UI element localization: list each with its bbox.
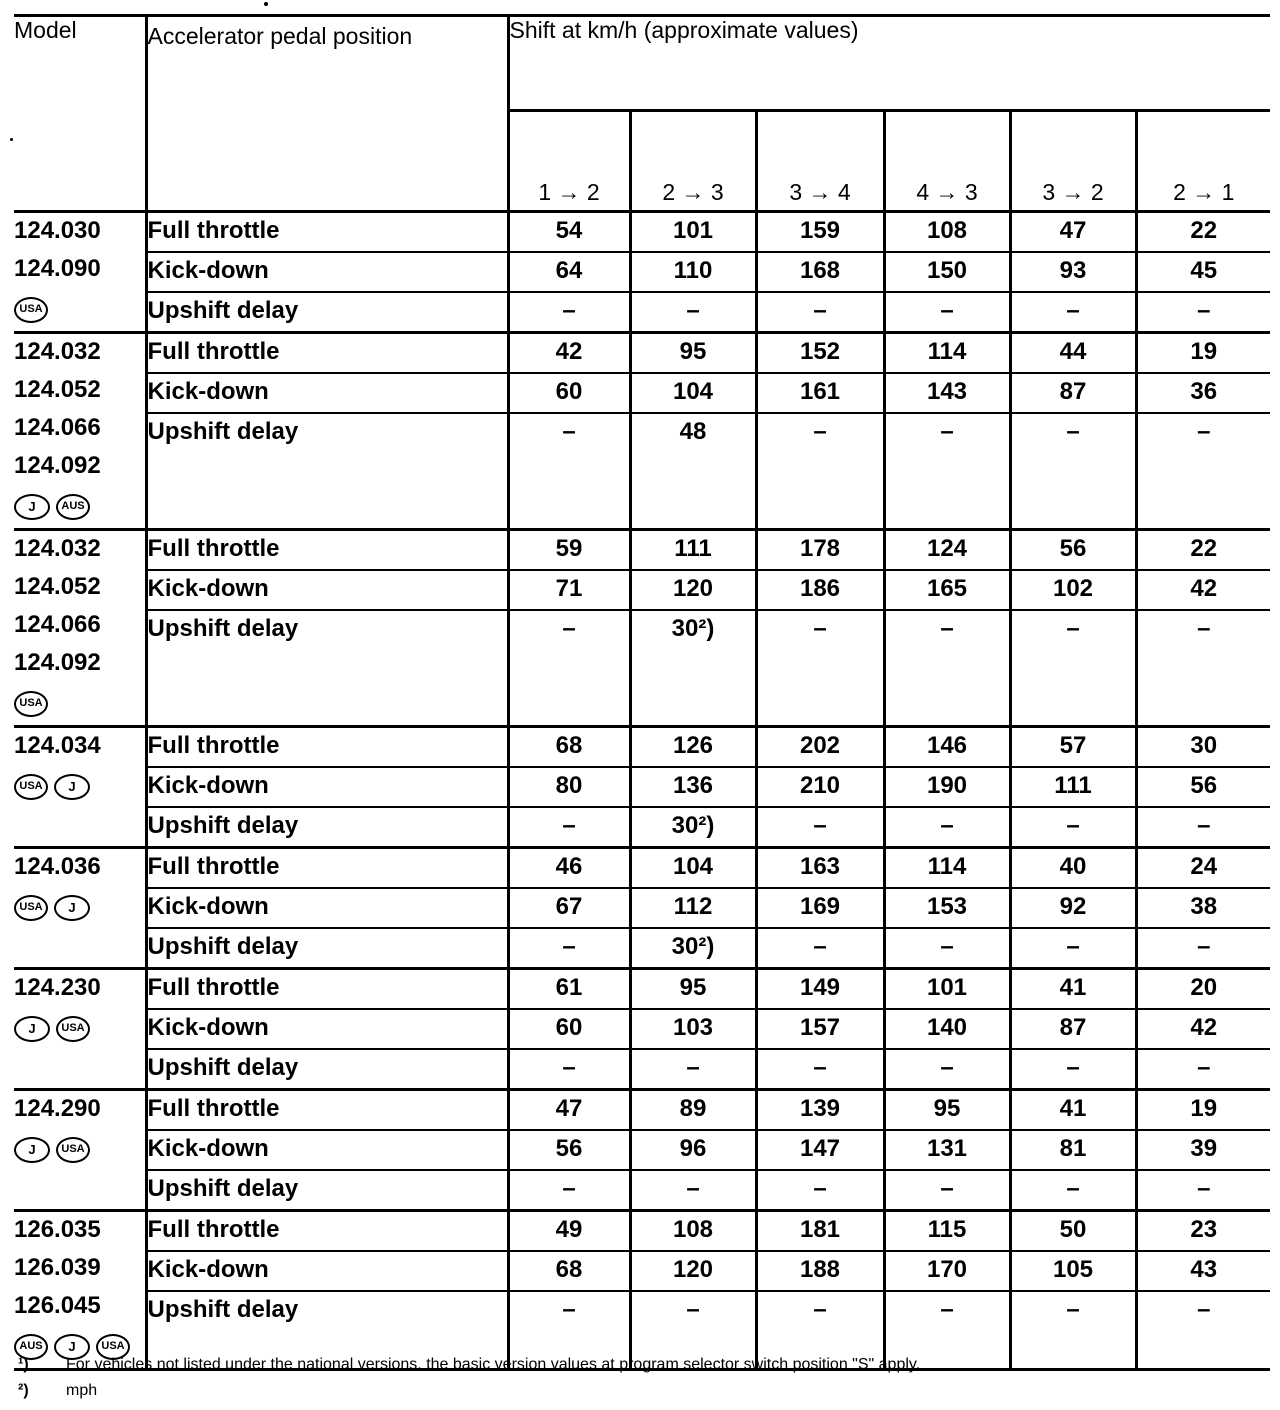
scan-speck bbox=[264, 2, 268, 6]
pedal-position: Upshift delay bbox=[146, 1170, 508, 1211]
country-badge-j: J bbox=[54, 895, 90, 921]
pedal-position: Kick-down bbox=[146, 1251, 508, 1291]
shift-value: 150 bbox=[884, 252, 1010, 292]
shift-value: 41 bbox=[1010, 1090, 1136, 1131]
gear-header: 2 → 1 bbox=[1136, 111, 1270, 212]
table-row bbox=[14, 610, 1270, 727]
model-number: 126.045 bbox=[14, 1292, 101, 1319]
shift-value: 152 bbox=[756, 333, 884, 374]
footnote-mark: ¹) bbox=[18, 1356, 29, 1373]
pedal-position: Kick-down bbox=[146, 570, 508, 610]
table-row bbox=[14, 767, 1270, 807]
footnote bbox=[18, 1378, 1268, 1404]
shift-value: 169 bbox=[756, 888, 884, 928]
pedal-position: Full throttle bbox=[146, 1090, 508, 1131]
shift-value: 181 bbox=[756, 1211, 884, 1252]
shift-value: 103 bbox=[630, 1009, 756, 1049]
shift-value: 19 bbox=[1136, 333, 1270, 374]
model-number: 124.290 bbox=[14, 1095, 101, 1122]
table-row bbox=[14, 292, 1270, 333]
shift-value: 89 bbox=[630, 1090, 756, 1131]
shift-value: – bbox=[756, 928, 884, 969]
shift-value: 68 bbox=[508, 1251, 630, 1291]
pedal-position: Kick-down bbox=[146, 767, 508, 807]
gear-header: 3 → 4 bbox=[756, 111, 884, 212]
table-row bbox=[14, 1090, 1270, 1131]
shift-value: 45 bbox=[1136, 252, 1270, 292]
shift-value: – bbox=[1010, 807, 1136, 848]
shift-value: – bbox=[508, 928, 630, 969]
country-badges bbox=[14, 1129, 145, 1167]
country-badges bbox=[14, 289, 145, 327]
shift-value: 56 bbox=[1010, 530, 1136, 571]
pedal-position: Full throttle bbox=[146, 727, 508, 768]
shift-value: 64 bbox=[508, 252, 630, 292]
shift-value: 149 bbox=[756, 969, 884, 1010]
shift-value: – bbox=[756, 1170, 884, 1211]
model-number: 124.052 bbox=[14, 573, 101, 600]
table-row bbox=[14, 373, 1270, 413]
gear-header: 1 → 2 bbox=[508, 111, 630, 212]
shift-value: – bbox=[630, 1049, 756, 1090]
shift-value: 49 bbox=[508, 1211, 630, 1252]
shift-value: 48 bbox=[630, 413, 756, 530]
pedal-position: Upshift delay bbox=[146, 413, 508, 530]
table-row bbox=[14, 570, 1270, 610]
shift-value: – bbox=[884, 413, 1010, 530]
header-pedal-position: Accelerator pedal position bbox=[146, 16, 508, 212]
shift-value: – bbox=[1197, 418, 1211, 445]
table-row bbox=[14, 333, 1270, 374]
pedal-position: Upshift delay bbox=[146, 610, 508, 727]
pedal-position: Kick-down bbox=[146, 888, 508, 928]
shift-value: 93 bbox=[1010, 252, 1136, 292]
model-cell bbox=[14, 1211, 146, 1370]
model-number: 124.036 bbox=[14, 853, 101, 880]
country-badge-usa: USA bbox=[56, 1016, 90, 1042]
shift-value: – bbox=[756, 413, 884, 530]
model-cell bbox=[14, 848, 146, 969]
country-badge-j: J bbox=[54, 774, 90, 800]
table-row bbox=[14, 1251, 1270, 1291]
shift-value: 41 bbox=[1010, 969, 1136, 1010]
shift-value: – bbox=[508, 1291, 630, 1370]
shift-value: – bbox=[508, 610, 630, 727]
shift-value: – bbox=[1010, 292, 1136, 333]
pedal-position: Upshift delay bbox=[146, 292, 508, 333]
shift-value: 153 bbox=[884, 888, 1010, 928]
shift-value: – bbox=[756, 1291, 884, 1370]
shift-value: 22 bbox=[1136, 530, 1270, 571]
country-badge-j: J bbox=[54, 1334, 90, 1360]
shift-value: 108 bbox=[630, 1211, 756, 1252]
table-row bbox=[14, 888, 1270, 928]
shift-value: – bbox=[884, 807, 1010, 848]
shift-value: – bbox=[508, 807, 630, 848]
country-badge-usa: USA bbox=[14, 774, 48, 800]
model-number: 124.092 bbox=[14, 649, 101, 676]
shift-value: 190 bbox=[884, 767, 1010, 807]
model-cell bbox=[14, 333, 146, 530]
header-model: Model bbox=[14, 16, 146, 212]
country-badge-aus: AUS bbox=[56, 494, 90, 520]
shift-value: 80 bbox=[508, 767, 630, 807]
shift-value: 23 bbox=[1136, 1211, 1270, 1252]
pedal-position: Full throttle bbox=[146, 212, 508, 253]
pedal-position: Upshift delay bbox=[146, 1291, 508, 1370]
country-badge-usa: USA bbox=[56, 1137, 90, 1163]
model-cell bbox=[14, 969, 146, 1090]
model-cell bbox=[14, 727, 146, 848]
shift-value: 136 bbox=[630, 767, 756, 807]
shift-value: – bbox=[884, 292, 1010, 333]
shift-value: 146 bbox=[884, 727, 1010, 768]
shift-value: 111 bbox=[1010, 767, 1136, 807]
shift-value: 54 bbox=[508, 212, 630, 253]
shift-value: 20 bbox=[1136, 969, 1270, 1010]
model-number: 124.034 bbox=[14, 732, 101, 759]
shift-value: 30 bbox=[1136, 727, 1270, 768]
shift-value: 30²) bbox=[630, 610, 756, 727]
shift-value: 24 bbox=[1136, 848, 1270, 889]
shift-value: 105 bbox=[1010, 1251, 1136, 1291]
pedal-position: Kick-down bbox=[146, 373, 508, 413]
shift-value: – bbox=[1010, 610, 1136, 727]
table-row bbox=[14, 1130, 1270, 1170]
shift-value: 131 bbox=[884, 1130, 1010, 1170]
model-number: 126.039 bbox=[14, 1254, 101, 1281]
shift-value: – bbox=[1197, 615, 1211, 642]
scan-speck bbox=[10, 138, 13, 141]
shift-value: 42 bbox=[1136, 570, 1270, 610]
model-number: 126.035 bbox=[14, 1216, 101, 1243]
footnotes bbox=[18, 1352, 1268, 1404]
model-number: 124.066 bbox=[14, 611, 101, 638]
pedal-position: Full throttle bbox=[146, 848, 508, 889]
pedal-position: Upshift delay bbox=[146, 1049, 508, 1090]
shift-value: 186 bbox=[756, 570, 884, 610]
shift-value: – bbox=[1136, 292, 1270, 333]
shift-value: 111 bbox=[630, 530, 756, 571]
country-badge-j: J bbox=[14, 494, 50, 520]
footnote-text: mph bbox=[66, 1382, 98, 1399]
shift-value: 39 bbox=[1136, 1130, 1270, 1170]
shift-value: – bbox=[1197, 1296, 1211, 1323]
model-cell bbox=[14, 530, 146, 727]
shift-value: 101 bbox=[630, 212, 756, 253]
model-number: 124.052 bbox=[14, 376, 101, 403]
pedal-position: Upshift delay bbox=[146, 928, 508, 969]
shift-value: – bbox=[508, 1049, 630, 1090]
model-number: 124.092 bbox=[14, 452, 101, 479]
shift-value: 140 bbox=[884, 1009, 1010, 1049]
shift-value: 81 bbox=[1010, 1130, 1136, 1170]
pedal-position: Upshift delay bbox=[146, 807, 508, 848]
country-badge-usa: USA bbox=[14, 297, 48, 323]
shift-value: 42 bbox=[508, 333, 630, 374]
shift-value: 43 bbox=[1136, 1251, 1270, 1291]
shift-value: – bbox=[508, 413, 630, 530]
shift-value: 92 bbox=[1010, 888, 1136, 928]
shift-value: 50 bbox=[1010, 1211, 1136, 1252]
table-row bbox=[14, 1170, 1270, 1211]
gear-header: 3 → 2 bbox=[1010, 111, 1136, 212]
table-row bbox=[14, 928, 1270, 969]
shift-value: 67 bbox=[508, 888, 630, 928]
shift-value: – bbox=[630, 1170, 756, 1211]
shift-value: 101 bbox=[884, 969, 1010, 1010]
shift-value: – bbox=[756, 807, 884, 848]
shift-value: – bbox=[1010, 413, 1136, 530]
shift-value: – bbox=[630, 1291, 756, 1370]
table-row bbox=[14, 807, 1270, 848]
shift-value: 56 bbox=[1136, 767, 1270, 807]
shift-value: 120 bbox=[630, 570, 756, 610]
shift-value: 42 bbox=[1136, 1009, 1270, 1049]
country-badge-j: J bbox=[14, 1016, 50, 1042]
country-badge-usa: USA bbox=[14, 691, 48, 717]
shift-value: – bbox=[1136, 1170, 1270, 1211]
model-number: 124.032 bbox=[14, 535, 101, 562]
shift-value: 60 bbox=[508, 1009, 630, 1049]
shift-value: 126 bbox=[630, 727, 756, 768]
country-badges bbox=[14, 1008, 145, 1046]
shift-value: – bbox=[1136, 928, 1270, 969]
shift-table-body bbox=[14, 212, 1270, 1370]
shift-value: 188 bbox=[756, 1251, 884, 1291]
pedal-position: Full throttle bbox=[146, 969, 508, 1010]
footnote-mark: ²) bbox=[18, 1382, 29, 1399]
country-badge-usa: USA bbox=[96, 1334, 130, 1360]
shift-value: 61 bbox=[508, 969, 630, 1010]
shift-value: – bbox=[756, 610, 884, 727]
country-badge-usa: USA bbox=[14, 895, 48, 921]
shift-value: 104 bbox=[630, 848, 756, 889]
shift-value: 139 bbox=[756, 1090, 884, 1131]
shift-value: 168 bbox=[756, 252, 884, 292]
table-row bbox=[14, 252, 1270, 292]
shift-value: 104 bbox=[630, 373, 756, 413]
shift-value: – bbox=[884, 928, 1010, 969]
table-row bbox=[14, 1049, 1270, 1090]
country-badges bbox=[14, 683, 145, 721]
shift-value: – bbox=[1136, 807, 1270, 848]
shift-value: 202 bbox=[756, 727, 884, 768]
table-row bbox=[14, 969, 1270, 1010]
shift-value: 124 bbox=[884, 530, 1010, 571]
model-cell bbox=[14, 212, 146, 333]
shift-value: 44 bbox=[1010, 333, 1136, 374]
shift-value: – bbox=[1010, 928, 1136, 969]
shift-value: 108 bbox=[884, 212, 1010, 253]
shift-value: 56 bbox=[508, 1130, 630, 1170]
shift-value: 40 bbox=[1010, 848, 1136, 889]
shift-value: – bbox=[884, 1291, 1010, 1370]
model-number: 124.032 bbox=[14, 338, 101, 365]
table-row bbox=[14, 530, 1270, 571]
shift-value: 68 bbox=[508, 727, 630, 768]
shift-value: 114 bbox=[884, 848, 1010, 889]
shift-value: 95 bbox=[630, 333, 756, 374]
shift-value: 19 bbox=[1136, 1090, 1270, 1131]
shift-value: 71 bbox=[508, 570, 630, 610]
table-row bbox=[14, 413, 1270, 530]
shift-value: 178 bbox=[756, 530, 884, 571]
shift-value: – bbox=[1010, 1049, 1136, 1090]
footnote bbox=[18, 1352, 1268, 1378]
shift-value: 114 bbox=[884, 333, 1010, 374]
model-number: 124.090 bbox=[14, 255, 101, 282]
shift-value: – bbox=[884, 1170, 1010, 1211]
shift-value: – bbox=[1010, 1291, 1136, 1370]
model-number: 124.030 bbox=[14, 217, 101, 244]
shift-value: 161 bbox=[756, 373, 884, 413]
shift-value: 95 bbox=[630, 969, 756, 1010]
shift-value: – bbox=[1010, 1170, 1136, 1211]
shift-value: 57 bbox=[1010, 727, 1136, 768]
model-number: 124.230 bbox=[14, 974, 101, 1001]
shift-value: 120 bbox=[630, 1251, 756, 1291]
country-badges bbox=[14, 486, 145, 524]
gear-header: 4 → 3 bbox=[884, 111, 1010, 212]
gear-header: 2 → 3 bbox=[630, 111, 756, 212]
pedal-position: Full throttle bbox=[146, 1211, 508, 1252]
country-badge-j: J bbox=[14, 1137, 50, 1163]
shift-value: 38 bbox=[1136, 888, 1270, 928]
shift-value: 96 bbox=[630, 1130, 756, 1170]
shift-value: – bbox=[508, 292, 630, 333]
shift-value: 115 bbox=[884, 1211, 1010, 1252]
table-row bbox=[14, 727, 1270, 768]
shift-value: 170 bbox=[884, 1251, 1010, 1291]
table-row bbox=[14, 848, 1270, 889]
table-row bbox=[14, 1009, 1270, 1049]
shift-value: 163 bbox=[756, 848, 884, 889]
shift-value: 22 bbox=[1136, 212, 1270, 253]
shift-value: 59 bbox=[508, 530, 630, 571]
shift-value: 110 bbox=[630, 252, 756, 292]
table-row bbox=[14, 212, 1270, 253]
country-badges bbox=[14, 766, 145, 804]
shift-value: 60 bbox=[508, 373, 630, 413]
pedal-position: Kick-down bbox=[146, 252, 508, 292]
shift-table bbox=[14, 14, 1270, 1371]
shift-value: 87 bbox=[1010, 373, 1136, 413]
shift-value: – bbox=[1136, 1049, 1270, 1090]
shift-value: 30²) bbox=[630, 928, 756, 969]
shift-value: – bbox=[756, 1049, 884, 1090]
model-number: 124.066 bbox=[14, 414, 101, 441]
shift-value: 147 bbox=[756, 1130, 884, 1170]
header-shift-title: Shift at km/h (approximate values) bbox=[508, 16, 1270, 111]
shift-value: 210 bbox=[756, 767, 884, 807]
shift-value: – bbox=[756, 292, 884, 333]
model-cell bbox=[14, 1090, 146, 1211]
footnote-text: For vehicles not listed under the national versions, the basic version values at program selector switch position "S" apply. bbox=[66, 1356, 921, 1373]
shift-value: 46 bbox=[508, 848, 630, 889]
shift-value: 159 bbox=[756, 212, 884, 253]
shift-value: 143 bbox=[884, 373, 1010, 413]
country-badge-aus: AUS bbox=[14, 1334, 48, 1360]
shift-value: 95 bbox=[884, 1090, 1010, 1131]
pedal-position: Full throttle bbox=[146, 530, 508, 571]
shift-value: – bbox=[884, 1049, 1010, 1090]
pedal-position: Kick-down bbox=[146, 1130, 508, 1170]
table-row bbox=[14, 1211, 1270, 1252]
shift-value: 165 bbox=[884, 570, 1010, 610]
pedal-position: Full throttle bbox=[146, 333, 508, 374]
shift-value: 47 bbox=[508, 1090, 630, 1131]
shift-value: 36 bbox=[1136, 373, 1270, 413]
shift-value: 87 bbox=[1010, 1009, 1136, 1049]
shift-value: – bbox=[884, 610, 1010, 727]
shift-value: 30²) bbox=[630, 807, 756, 848]
shift-value: 47 bbox=[1010, 212, 1136, 253]
shift-value: 102 bbox=[1010, 570, 1136, 610]
shift-value: – bbox=[630, 292, 756, 333]
country-badges bbox=[14, 887, 145, 925]
shift-value: 112 bbox=[630, 888, 756, 928]
shift-value: 157 bbox=[756, 1009, 884, 1049]
pedal-position: Kick-down bbox=[146, 1009, 508, 1049]
shift-value: – bbox=[508, 1170, 630, 1211]
